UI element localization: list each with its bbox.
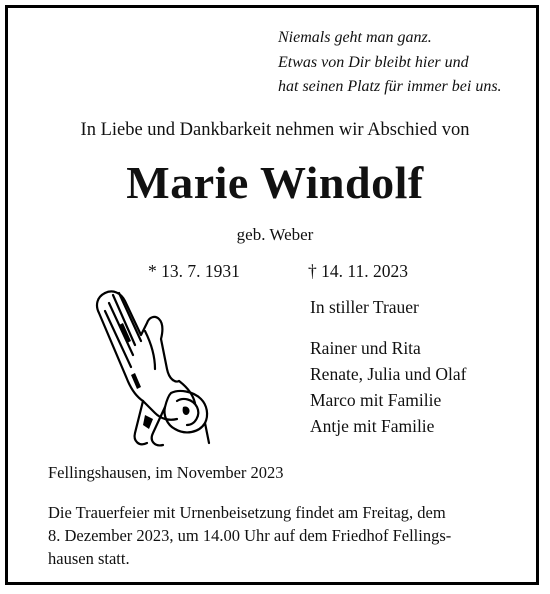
list-item: Marco mit Familie: [310, 390, 442, 410]
list-item: Rainer und Rita: [310, 338, 421, 358]
farewell-intro: In Liebe und Dankbarkeit nehmen wir Abschied von: [80, 120, 470, 140]
service-line: hausen statt.: [48, 549, 130, 568]
service-line: Die Trauerfeier mit Urnenbeisetzung findet am Freitag, dem: [48, 503, 446, 522]
death-date: † 14. 11. 2023: [308, 261, 408, 281]
birth-date: * 13. 7. 1931: [148, 261, 240, 281]
service-line: 8. Dezember 2023, um 14.00 Uhr auf dem Friedhof Fellings-: [48, 526, 452, 545]
mourners-list: [310, 335, 466, 439]
poem-line: Etwas von Dir bleibt hier und: [278, 53, 469, 71]
memorial-poem: [278, 26, 538, 100]
deceased-name: Marie Windolf: [126, 157, 424, 208]
praying-hands-icon: [83, 283, 215, 449]
place-and-date: Fellingshausen, im November 2023: [48, 463, 284, 482]
poem-line: hat seinen Platz für immer bei uns.: [278, 78, 502, 95]
funeral-service-info: [48, 501, 518, 570]
maiden-name: geb. Weber: [236, 225, 314, 244]
poem-line: Niemals geht man ganz.: [278, 29, 432, 46]
list-item: Renate, Julia und Olaf: [310, 364, 467, 384]
list-item: Antje mit Familie: [310, 416, 435, 436]
obituary-notice: [5, 5, 539, 585]
mourning-heading: In stiller Trauer: [310, 297, 419, 317]
